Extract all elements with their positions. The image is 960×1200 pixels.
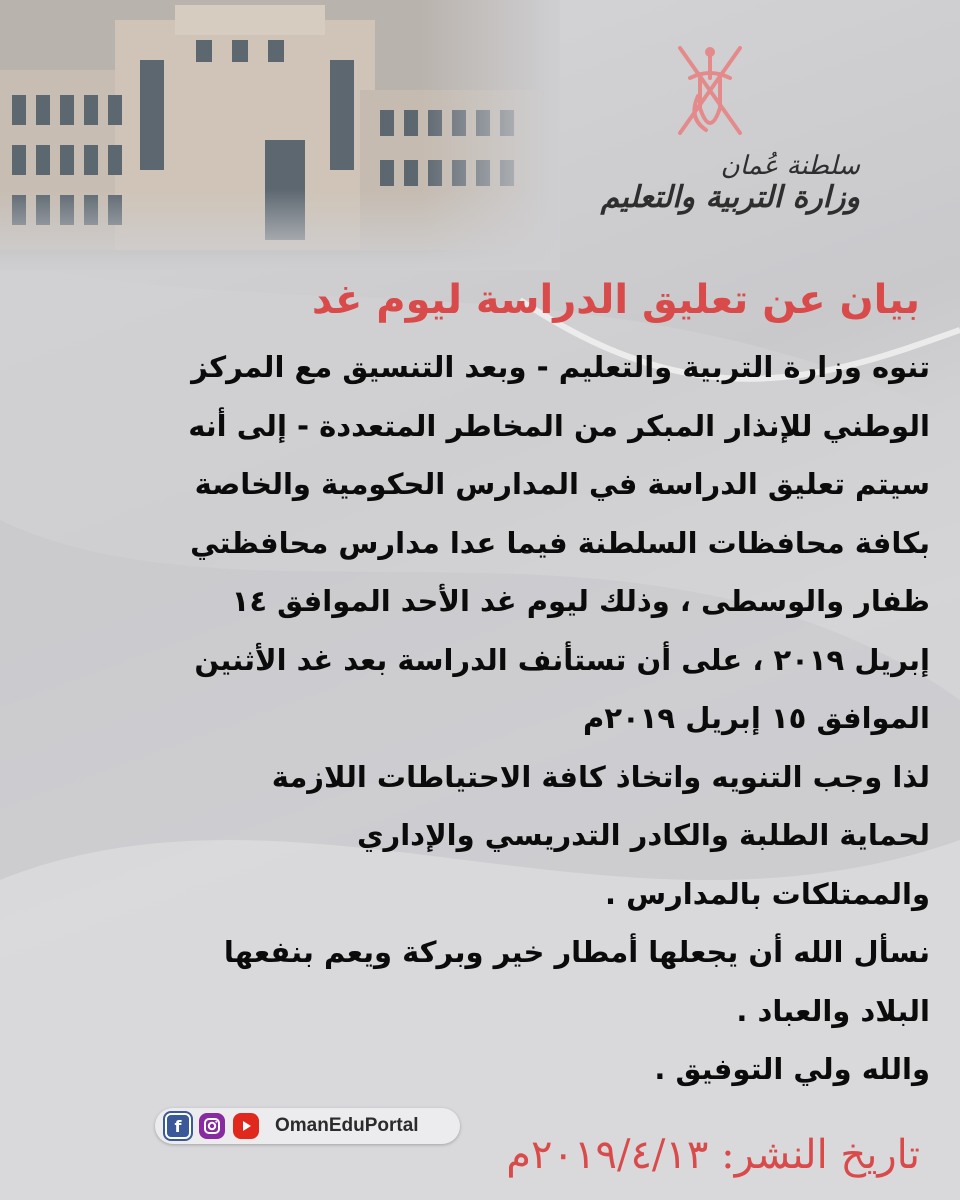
facebook-icon[interactable]: f	[165, 1113, 191, 1139]
ministry-logo-text	[600, 150, 860, 214]
announcement-title: بيان عن تعليق الدراسة ليوم غد	[311, 277, 920, 323]
social-links-bar	[155, 1108, 460, 1144]
ministry-building-image	[0, 0, 560, 270]
body-line: سيتم تعليق الدراسة في المدارس الحكومية والخاصة	[194, 467, 930, 501]
body-line: نسأل الله أن يجعلها أمطار خير وبركة ويعم بنفعها	[223, 935, 930, 969]
body-line: الوطني للإنذار المبكر من المخاطر المتعددة - إلى أنه	[188, 408, 930, 443]
youtube-icon[interactable]	[233, 1113, 259, 1139]
body-line: تنوه وزارة التربية والتعليم - وبعد التنسيق مع المركز	[191, 350, 930, 384]
publish-date: تاريخ النشر: ٢٠١٩/٤/١٣م	[506, 1132, 920, 1178]
body-line: لذا وجب التنويه واتخاذ كافة الاحتياطات اللازمة	[271, 759, 930, 794]
social-handle[interactable]: OmanEduPortal	[275, 1115, 419, 1136]
instagram-icon[interactable]	[199, 1113, 225, 1139]
ministry-name: وزارة التربية والتعليم	[600, 180, 860, 215]
body-line: الموافق ١٥ إبريل ٢٠١٩م	[583, 701, 930, 735]
body-line: والممتلكات بالمدارس .	[604, 876, 930, 911]
sultanate-name: سلطنة عُمان	[720, 151, 860, 181]
body-line: ظفار والوسطى ، وذلك ليوم غد الأحد الموافق ١٤	[231, 584, 930, 618]
announcement-body	[80, 338, 930, 1099]
body-line: لحماية الطلبة والكادر التدريسي والإداري	[356, 818, 930, 852]
body-line: والله ولي التوفيق .	[654, 1052, 930, 1086]
body-line: البلاد والعباد .	[736, 993, 930, 1028]
body-line: إبريل ٢٠١٩ ، على أن تستأنف الدراسة بعد غد الأثنين	[194, 642, 930, 677]
body-line: بكافة محافظات السلطنة فيما عدا مدارس محافظتي	[190, 525, 930, 560]
oman-emblem-icon	[660, 38, 760, 146]
